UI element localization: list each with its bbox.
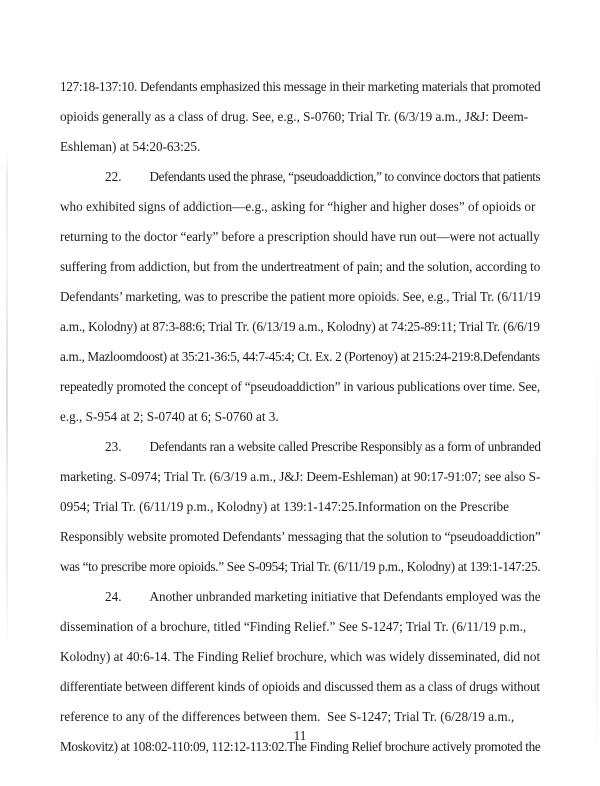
document-body-text bbox=[60, 72, 542, 762]
line-text: 0954; Trial Tr. (6/11/19 p.m., Kolodny) at 139:1-147:25.Information on the Prescribe bbox=[60, 499, 509, 514]
paragraph-first-line bbox=[60, 582, 542, 612]
paragraph-line bbox=[60, 522, 542, 552]
paragraph-line bbox=[60, 462, 542, 492]
paragraph-number: 22. bbox=[105, 169, 122, 184]
line-text: 127:18-137:10. Defendants emphasized this message in their marketing materials that promoted bbox=[60, 79, 541, 94]
paragraph-number: 24. bbox=[105, 589, 122, 604]
line-text: Eshleman) at 54:20-63:25. bbox=[60, 139, 201, 154]
line-text: e.g., S-954 at 2; S-0740 at 6; S-0760 at 3. bbox=[60, 409, 279, 424]
paragraph-line bbox=[60, 222, 542, 252]
line-text: Defendants’ marketing, was to prescribe the patient more opioids. See, e.g., Trial Tr. (6/11/19 bbox=[60, 289, 541, 304]
page-number: 11 bbox=[293, 728, 307, 743]
paragraph-line bbox=[60, 72, 542, 102]
line-text: Defendants used the phrase, “pseudoaddiction,” to convince doctors that patients bbox=[149, 169, 541, 184]
paragraph-line bbox=[60, 102, 542, 132]
line-text: a.m., Mazloomdoost) at 35:21-36:5, 44:7-45:4; Ct. Ex. 2 (Portenoy) at 215:24-219:8.Defendants bbox=[60, 349, 540, 364]
line-text: returning to the doctor “early” before a prescription should have run out—were not actually bbox=[60, 229, 540, 244]
line-text: opioids generally as a class of drug. See, e.g., S-0760; Trial Tr. (6/3/19 a.m., J&J: Deem- bbox=[60, 109, 529, 124]
line-text: suffering from addiction, but from the undertreatment of pain; and the solution, according to bbox=[60, 259, 541, 274]
paragraph-line bbox=[60, 372, 542, 402]
paragraph-first-line bbox=[60, 432, 542, 462]
paragraph-line bbox=[60, 402, 542, 432]
line-text: was “to prescribe more opioids.” See S-0954; Trial Tr. (6/11/19 p.m., Kolodny) at 139:1-147:25. bbox=[60, 559, 541, 574]
line-text: reference to any of the differences between them. See S-1247; Trial Tr. (6/28/19 a.m., bbox=[60, 709, 515, 724]
line-text: Kolodny) at 40:6-14. The Finding Relief brochure, which was widely disseminated, did not bbox=[60, 649, 541, 664]
paragraph-line bbox=[60, 282, 542, 312]
paragraph-line bbox=[60, 492, 542, 522]
paragraph-first-line bbox=[60, 162, 542, 192]
paragraph-line bbox=[60, 132, 542, 162]
paragraph-line bbox=[60, 312, 542, 342]
line-text: dissemination of a brochure, titled “Finding Relief.” See S-1247; Trial Tr. (6/11/19 p.m., bbox=[60, 619, 527, 634]
scan-edge-artifact-right bbox=[596, 330, 598, 760]
paragraph-line bbox=[60, 342, 542, 372]
line-text: marketing. S-0974; Trial Tr. (6/3/19 a.m., J&J: Deem-Eshleman) at 90:17-91:07; see also S- bbox=[60, 469, 541, 484]
paragraph-line bbox=[60, 552, 542, 582]
scan-edge-artifact-left bbox=[6, 150, 8, 650]
line-text: a.m., Kolodny) at 87:3-88:6; Trial Tr. (6/13/19 a.m., Kolodny) at 74:25-89:11; Trial Tr. (6/6/19 bbox=[60, 319, 540, 334]
line-text: Another unbranded marketing initiative that Defendants employed was the bbox=[149, 589, 541, 604]
paragraph-line bbox=[60, 672, 542, 702]
line-text: Responsibly website promoted Defendants’ messaging that the solution to “pseudoaddiction” bbox=[60, 529, 541, 544]
line-text: repeatedly promoted the concept of “pseudoaddiction” in various publications over time. See, bbox=[60, 379, 541, 394]
line-text: differentiate between different kinds of opioids and discussed them as a class of drugs without bbox=[60, 679, 540, 694]
paragraph-line bbox=[60, 252, 542, 282]
paragraph-line bbox=[60, 192, 542, 222]
paragraph-line bbox=[60, 612, 542, 642]
line-text: who exhibited signs of addiction—e.g., asking for “higher and higher doses” of opioids or bbox=[60, 199, 536, 214]
paragraph-line bbox=[60, 642, 542, 672]
paragraph-number: 23. bbox=[105, 439, 122, 454]
line-text: Moskovitz) at 108:02-110:09, 112:12-113:02.The Finding Relief brochure actively promoted the bbox=[60, 739, 541, 754]
line-text: Defendants ran a website called Prescribe Responsibly as a form of unbranded bbox=[149, 439, 541, 454]
